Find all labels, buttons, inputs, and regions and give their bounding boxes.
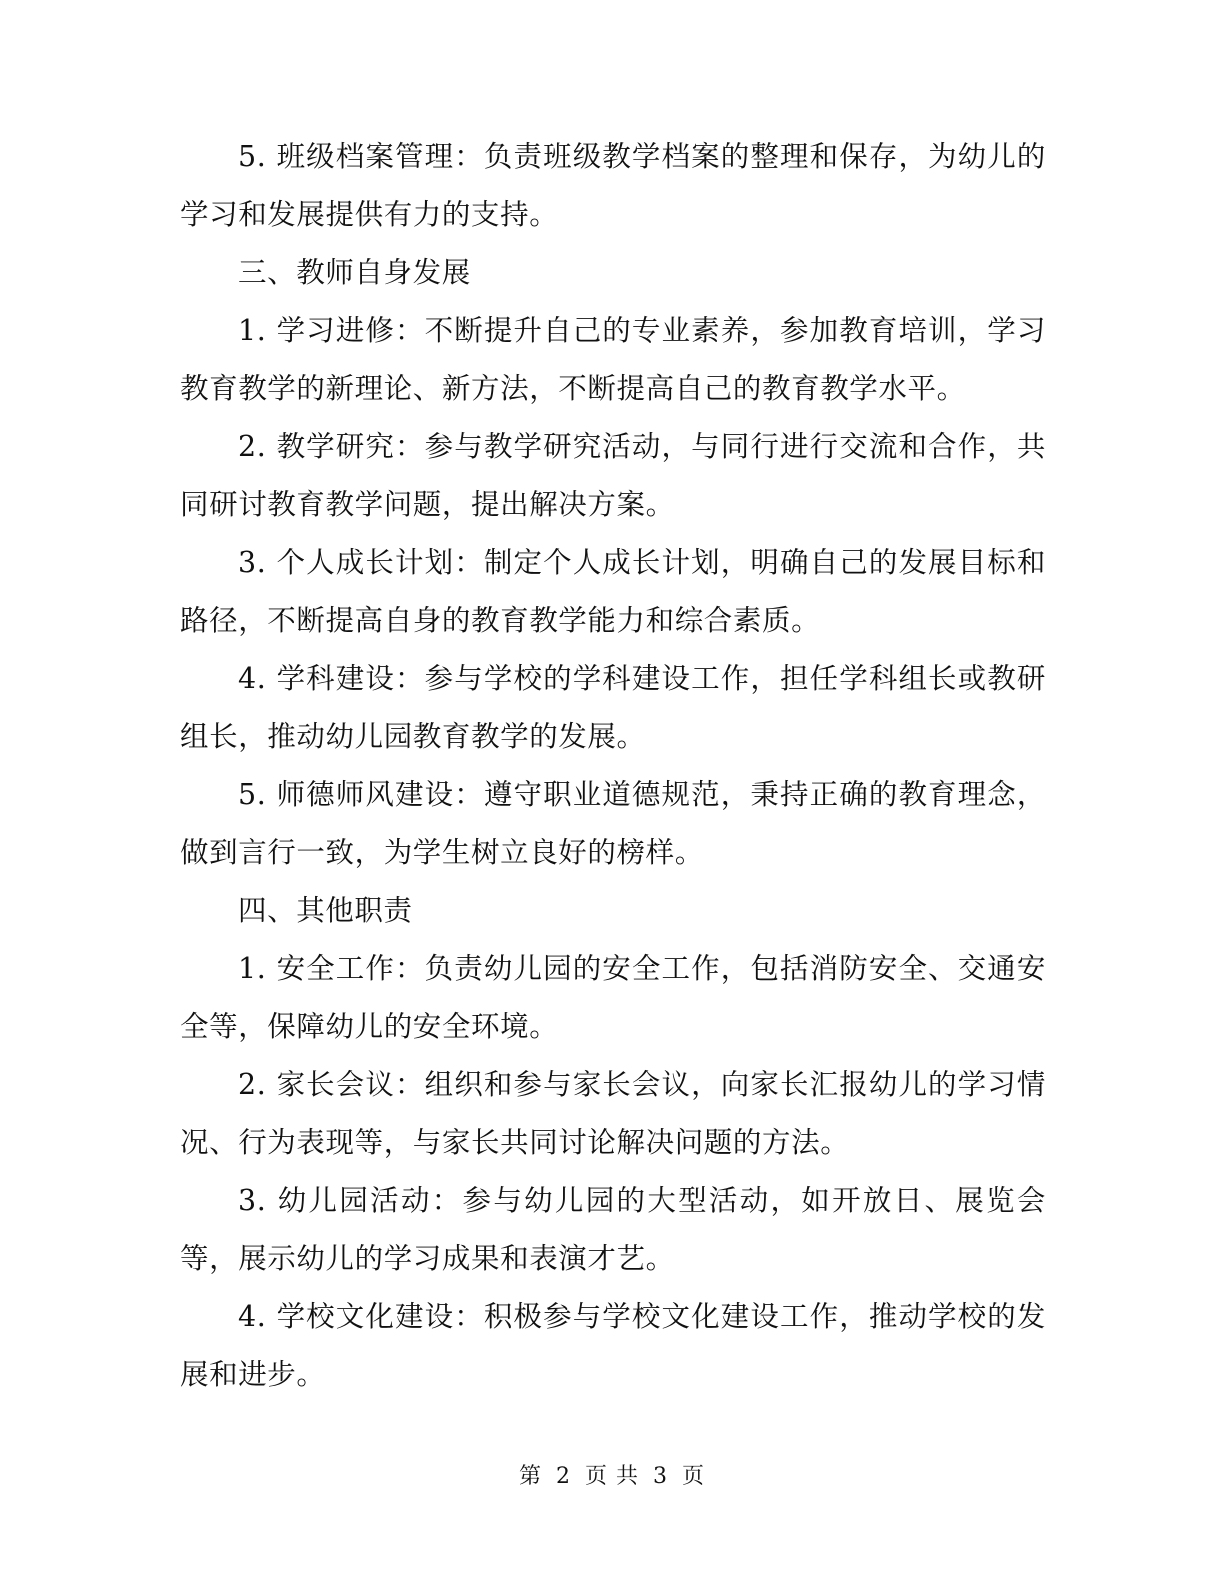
- section-heading-teacher-development: 三、教师自身发展: [238, 256, 471, 289]
- page-prefix: 第: [518, 1464, 542, 1489]
- paragraph-class-archive: 5. 班级档案管理：负责班级教学档案的整理和保存，为幼儿的学习和发展提供有力的支持。: [180, 140, 1046, 231]
- paragraph-teaching-research: 2. 教学研究：参与教学研究活动，与同行进行交流和合作，共同研讨教育教学问题，提出解决方案。: [180, 430, 1046, 521]
- paragraph-kindergarten-activities: 3. 幼儿园活动：参与幼儿园的大型活动，如开放日、展览会等，展示幼儿的学习成果和表演才艺。: [180, 1184, 1046, 1275]
- paragraph-ethics: 5. 师德师风建设：遵守职业道德规范，秉持正确的教育理念，做到言行一致，为学生树立良好的榜样。: [180, 778, 1046, 869]
- paragraph-school-culture: 4. 学校文化建设：积极参与学校文化建设工作，推动学校的发展和进步。: [180, 1300, 1046, 1391]
- paragraph-growth-plan: 3. 个人成长计划：制定个人成长计划，明确自己的发展目标和路径，不断提高自身的教育教学能力和综合素质。: [180, 546, 1046, 637]
- paragraph-subject-building: 4. 学科建设：参与学校的学科建设工作，担任学科组长或教研组长，推动幼儿园教育教学的发展。: [180, 662, 1046, 753]
- page-suffix: 页: [682, 1464, 706, 1489]
- paragraph-safety: 1. 安全工作：负责幼儿园的安全工作，包括消防安全、交通安全等，保障幼儿的安全环境。: [180, 952, 1046, 1043]
- current-page-number: 2: [556, 1464, 571, 1489]
- page-number-footer: [0, 1462, 1224, 1492]
- paragraph-study: 1. 学习进修：不断提升自己的专业素养，参加教育培训，学习教育教学的新理论、新方法，不断提高自己的教育教学水平。: [180, 314, 1046, 405]
- paragraph-parent-meeting: 2. 家长会议：组织和参与家长会议，向家长汇报幼儿的学习情况、行为表现等，与家长共同讨论解决问题的方法。: [180, 1068, 1046, 1159]
- section-heading-other-duties: 四、其他职责: [238, 894, 413, 927]
- total-pages-number: 3: [653, 1464, 668, 1489]
- page-mid: 页 共: [585, 1464, 639, 1489]
- document-body: [180, 128, 1046, 1404]
